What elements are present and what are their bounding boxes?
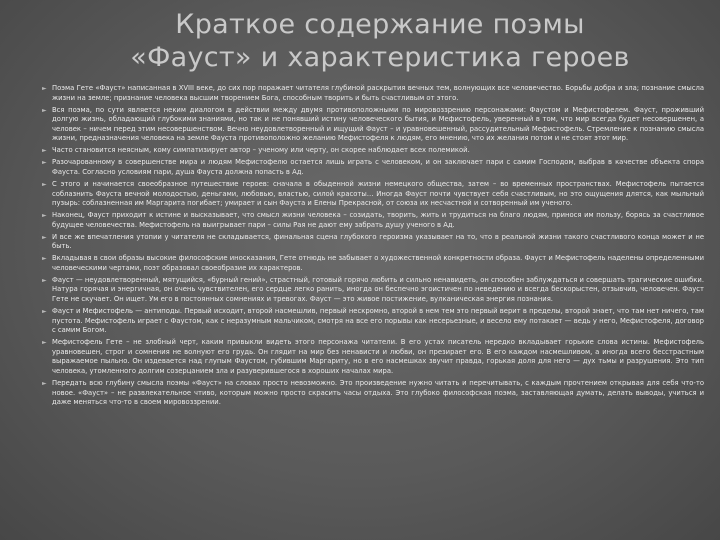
- title-line-2: «Фауст» и характеристика героев: [130, 42, 630, 73]
- title-line-1: Краткое содержание поэмы: [175, 9, 585, 40]
- paragraph-wager: [38, 158, 704, 177]
- bullet-icon: ►: [42, 180, 47, 188]
- paragraph-text: Вся поэма, по сути является неким диалогом в действии между двумя противоположными по мировоззрению персонажами: Фаустом и Мефистофелем. Фауст, проживший долгую жизнь, обладающий глубокими знаниями, но так и не понявший истину человеческого бытия, и Мефистофель, уверенный в том, что мир всегда будет несовершенен, а человек – ничем перед этим несовершенством. Вечно неудовлетворенный и ищущий Фауст – и уравновешенный, рассудительный Мефистофель. Стремление к познанию смысла жизни, предназначения человека на земле Фауста противоположно желанию Мефистофеля к людям, его мнению, что их желания потом и не стоят этот мир.: [52, 105, 704, 143]
- bullet-icon: ►: [42, 276, 47, 284]
- paragraph-faust: [38, 276, 704, 305]
- bullet-icon: ►: [42, 307, 47, 315]
- paragraph-text: Передать всю глубину смысла поэмы «Фауст» на словах просто невозможно. Это произведение нужно читать и перечитывать, с каждым прочтением открывая для себя что-то новое. «Фауст» – не развлекательное чтиво, которым можно просто скрасить часы отдыха. Это глубоко философская поэма, заставляющая думать, делать выводы, учиться и даже меняться что-то в своем мировоззрении.: [52, 378, 704, 407]
- paragraph-text: С этого и начинается своеобразное путешествие героев: сначала в обыденной жизни немецкого общества, затем – во временных пространствах. Мефистофель пытается соблазнить Фауста вечной молодостью, деньгами, любовью, властью, силой красоты… Иногда Фауст почти чувствует себя счастливым, но это ощущения длятся, как мыльный пузырь: соблазненная им Маргарита погибает; умирает и сын Фауста и Елены Прекрасной, от союза их несчастной и сотворенный им ученого.: [52, 179, 704, 208]
- content-area: [38, 84, 704, 410]
- paragraph-text: Мефистофель Гете – не злобный черт, каким привыкли видеть этого персонажа читатели. В его устах писатель нередко вкладывает горькие слова истины. Мефистофель уравновешен, строг и сомнения не волнуют его грудь. Он глядит на мир без ненависти и любви, он презирает его. В его каждом насмешливом, а иногда всего бесстрастным выражаемое пыльно. Он издевается над глупым Фаустом, губившим Маргариту, но в его насмешках звучит правда, горькая доля для него — дух тьмы и разрушения. Это тип человека, утомленного долгим созерцанием зла и разуверившегося в хороших началах мира.: [52, 338, 704, 375]
- paragraph-author-sympathy: [38, 146, 704, 156]
- paragraph-antipodes: [38, 307, 704, 336]
- paragraph-intro: [38, 84, 704, 103]
- paragraph-dialogue: [38, 106, 704, 144]
- paragraph-text: И все же впечатления утопии у читателя не складывается, финальная сцена глубокого героизма указывает на то, что в реальной жизни такого счастливого конца может и не быть.: [52, 232, 704, 251]
- bullet-icon: ►: [42, 255, 47, 263]
- paragraph-text: Фауст — неудовлетворенный, мятущийся, «бурный гений», страстный, готовый горячо любить и сильно ненавидеть, он способен заблуждаться и совершать трагические ошибки. Натура горячая и энергичная, он очень чувствителен, его сердце легко ранить, иногда он беспечно эгоистичен по неведению и всегда бескорыстен, отзывчив, человечен. Фауст Гете не скучает. Он ищет. Ум его в постоянных сомнениях и тревогах. Фауст — это живое постижение, вулканическая энергия познания.: [52, 275, 704, 303]
- bullet-icon: ►: [42, 159, 47, 167]
- bullet-icon: ►: [42, 233, 47, 241]
- bullet-icon: ►: [42, 85, 47, 92]
- paragraph-text: Наконец, Фауст приходит к истине и высказывает, что смысл жизни человека – созидать, творить, жить и трудиться на благо людям, принося им пользу, борясь за счастливое будущее человечества. Мефистофель на выигрывает пари – силы Рая не дают ему забрать душу ученого в Ад.: [52, 211, 704, 229]
- paragraph-text: Вкладывая в свои образы высокие философские иносказания, Гете отнюдь не забывает о художественной конкретности образа. Фауст и Мефистофель наделены определенными человеческими чертами, поэт образовал своеобразие их характеров.: [52, 254, 704, 272]
- paragraph-conclusion: [38, 379, 704, 408]
- paragraph-utopia: [38, 233, 704, 252]
- paragraph-text: Разочарованному в совершенстве мира и людям Мефистофелю остается лишь играть с человеком, и он заключает пари с самим Господом, выбрав в качестве объекта спора Фауста. Согласно условиям пари, душа Фауста должна попасть в Ад.: [52, 158, 704, 176]
- paragraph-images: [38, 254, 704, 273]
- paragraph-text: Фауст и Мефистофель — антиподы. Первый исходит, второй насмешлив, первый нескромно, второй в нем тем это первый верит в пределы, второй знает, что там нет ничего, там пустота. Мефистофель играет с Фаустом, как с неразумным мальчиком, смотря на все его порывы как несерьезные, и весело ему потакает — ведь у него, Мефистофеля, договор с самим Богом.: [52, 306, 704, 335]
- slide-title: [70, 8, 690, 74]
- paragraph-text: Поэма Гете «Фауст» написанная в XVIII веке, до сих пор поражает читателя глубиной раскрытия вечных тем, волнующих все человечество. Борьбы добра и зла; познание смысла жизни на земле; признание человека высшим творением Бога, способным творить и быть счастливым от этого.: [52, 84, 704, 102]
- paragraph-truth: [38, 211, 704, 230]
- bullet-icon: ►: [42, 147, 47, 155]
- bullet-icon: ►: [42, 212, 47, 220]
- paragraph-mephistopheles: [38, 338, 704, 376]
- bullet-icon: ►: [42, 106, 47, 114]
- paragraph-text: Часто становится неясным, кому симпатизирует автор – ученому или черту, он скорее наблюдает всех полемикой.: [52, 146, 470, 155]
- bullet-icon: ►: [42, 379, 47, 387]
- paragraph-journey: [38, 180, 704, 209]
- bullet-icon: ►: [42, 339, 47, 347]
